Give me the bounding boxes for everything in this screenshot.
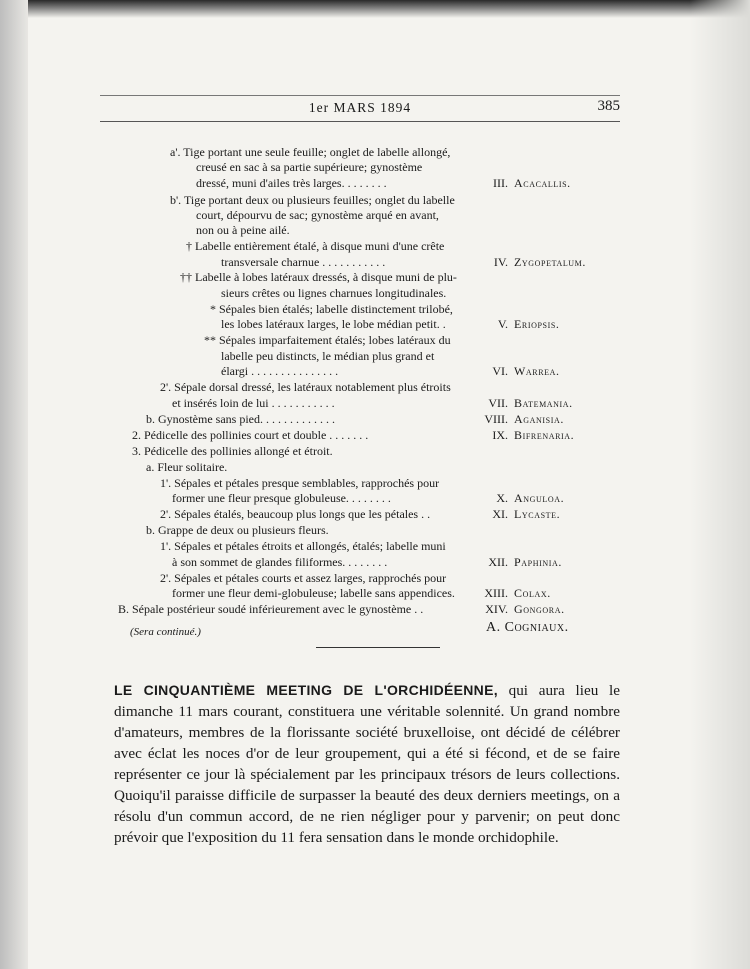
genus-number: VI.	[492, 364, 508, 378]
key-line: 1'. Sépales et pétales presque semblables, rapprochés pour	[160, 476, 440, 490]
key-line: 2'. Sépale dorsal dressé, les latéraux notablement plus étroits	[160, 380, 451, 394]
genus-name: Batemania.	[514, 396, 573, 410]
key-line: sieurs crêtes ou lignes charnues longitudinales.	[221, 286, 447, 300]
key-line: 2'. Sépales et pétales courts et assez larges, rapprochés pour	[160, 571, 447, 585]
key-line: b. Grappe de deux ou plusieurs fleurs.	[146, 523, 329, 537]
key-line: 2. Pédicelle des pollinies court et double . . . . . . .	[132, 428, 369, 442]
genus-name: Anguloa.	[514, 491, 565, 505]
key-line: ** Sépales imparfaitement étalés; lobes latéraux du	[204, 333, 451, 347]
genus-number: III.	[493, 176, 508, 190]
key-line: dressé, muni d'ailes très larges. . . . . . . .	[196, 176, 387, 190]
genus-name: Colax.	[514, 586, 551, 600]
section-separator	[316, 647, 440, 648]
key-line: † Labelle entièrement étalé, à disque muni d'une crête	[186, 239, 445, 253]
genus-name: Aganisia.	[514, 412, 564, 426]
page-number: 385	[597, 98, 620, 114]
genus-name: Acacallis.	[514, 176, 571, 190]
key-line: former une fleur presque globuleuse. . . . . . . .	[172, 491, 391, 505]
key-line: non ou à peine ailé.	[196, 223, 290, 237]
key-line: a. Fleur solitaire.	[146, 460, 228, 474]
article-body: qui aura lieu le dimanche 11 mars courant, constituera une véritable solennité. Un grand nombre d'amateurs, membres de la florissante société bruxelloise, ont décidé de célébrer avec éclat les noces d'or de leur groupement, qui a été si fécond, et de se faire représenter ce jour là spécialement par les principaux trésors de leurs collections. Quoiqu'il paraisse difficile de surpasser la beauté des deux derniers meetings, on a résolu d'un commun accord, de ne rien négliger pour y parvenir; on peut donc prévoir que l'exposition du 11 fera sensation dans le monde orchidophile.	[114, 682, 620, 846]
genus-name: Zygopetalum.	[514, 255, 586, 269]
genus-number: XII.	[488, 555, 508, 569]
key-line: b'. Tige portant deux ou plusieurs feuilles; onglet du labelle	[170, 193, 455, 207]
author-signature: A. Cogniaux.	[486, 620, 569, 635]
genus-number: VIII.	[484, 412, 508, 426]
genus-number: IX.	[492, 428, 508, 442]
key-line: * Sépales bien étalés; labelle distinctement trilobé,	[210, 302, 453, 316]
article-lead: LE CINQUANTIÈME MEETING DE L'ORCHIDÉENNE,	[114, 682, 498, 698]
key-line: B. Sépale postérieur soudé inférieurement avec le gynostème . .	[118, 602, 424, 616]
key-line: 1'. Sépales et pétales étroits et allongés, étalés; labelle muni	[160, 539, 446, 553]
key-line: à son sommet de glandes filiformes. . . . . . . .	[172, 555, 388, 569]
key-line: élargi . . . . . . . . . . . . . . .	[221, 364, 339, 378]
genus-number: XIV.	[485, 602, 508, 616]
key-line: former une fleur demi-globuleuse; labelle sans appendices.	[172, 586, 455, 600]
key-line: †† Labelle à lobes latéraux dressés, à disque muni de plu-	[180, 270, 457, 284]
key-line: labelle peu distincts, le médian plus grand et	[221, 349, 435, 363]
key-line: b. Gynostème sans pied. . . . . . . . . . . . .	[146, 412, 335, 426]
continued-note: (Sera continué.)	[130, 626, 201, 638]
meeting-article	[114, 680, 620, 848]
genus-name: Gongora.	[514, 602, 565, 616]
key-line: transversale charnue . . . . . . . . . . .	[221, 255, 386, 269]
key-line: 3. Pédicelle des pollinies allongé et étroit.	[132, 444, 333, 458]
genus-number: V.	[497, 317, 508, 331]
genus-name: Lycaste.	[514, 507, 561, 521]
header-date: 1er MARS 1894	[308, 100, 412, 115]
key-line: les lobes latéraux larges, le lobe médian petit. .	[221, 317, 446, 331]
key-line: court, dépourvu de sac; gynostème arqué en avant,	[196, 208, 439, 222]
genus-number: VII.	[488, 396, 508, 410]
genus-number: XIII.	[484, 586, 508, 600]
key-line: creusé en sac à sa partie supérieure; gynostème	[196, 160, 423, 174]
key-line: a'. Tige portant une seule feuille; onglet de labelle allongé,	[170, 145, 451, 159]
genus-name: Warrea.	[514, 364, 560, 378]
key-line: 2'. Sépales étalés, beaucoup plus longs que les pétales . .	[160, 507, 431, 521]
genus-number: X.	[496, 491, 508, 505]
genus-name: Eriopsis.	[514, 317, 560, 331]
genus-name: Paphinia.	[514, 555, 562, 569]
genus-name: Bifrenaria.	[514, 428, 575, 442]
genus-number: IV.	[493, 255, 508, 269]
key-line: et insérés loin de lui . . . . . . . . . . .	[172, 396, 335, 410]
genus-number: XI.	[492, 507, 508, 521]
